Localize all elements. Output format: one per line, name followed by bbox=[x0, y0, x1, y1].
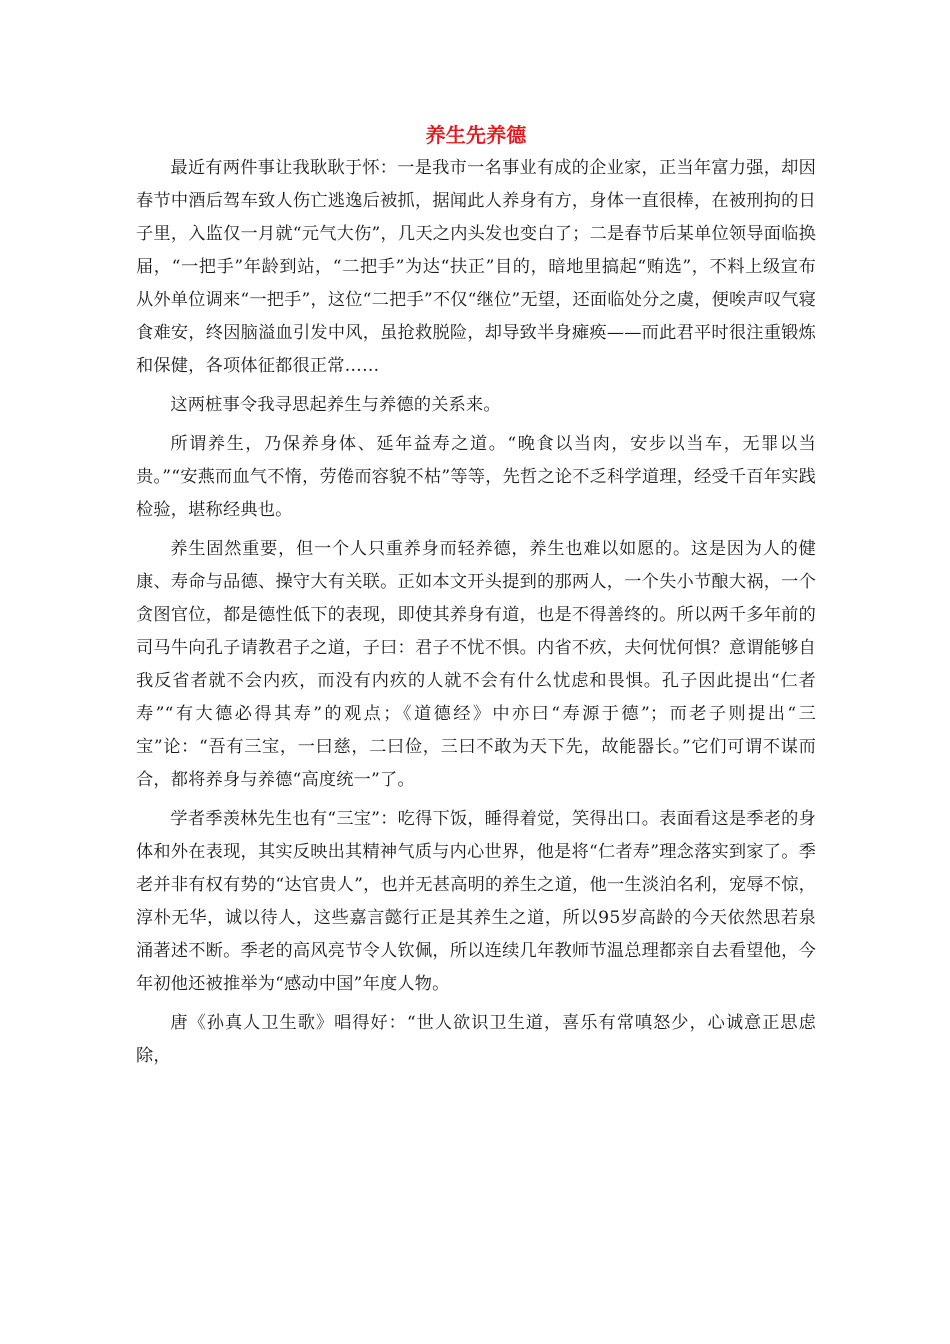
page-title: 养生先养德 bbox=[425, 123, 527, 147]
paragraph-1: 最近有两件事让我耿耿于怀：一是我市一名事业有成的企业家，正当年富力强，却因春节中酒后驾车致人伤亡逃逸后被抓，据闻此人养身有方，身体一直很棒，在被刑拘的日子里，入监仅一月就“元气大伤”，几天之内头发也变白了；二是春节后某单位领导面临换届，“一把手”年龄到站，“二把手”为达“扶正”目的，暗地里搞起“贿选”，不料上级宣布从外单位调来“一把手”，这位“二把手”不仅“继位”无望，还面临处分之虞，便唉声叹气寝食难安，终因脑溢血引发中风，虽抢救脱险，却导致半身瘫痪——而此君平时很注重锻炼和保健，各项体征都很正常…… bbox=[136, 158, 816, 376]
paragraph-5: 学者季羡林先生也有“三宝”：吃得下饭，睡得着觉，笑得出口。表面看这是季老的身体和外在表现，其实反映出其精神气质与内心世界，他是将“仁者寿”理念落实到家了。季老并非有权有势的“达官贵人”，也并无甚高明的养生之道，他一生淡泊名利，宠辱不惊，淳朴无华，诚以待人，这些嘉言懿行正是其养生之道，所以95岁高龄的今天依然思若泉涌著述不断。季老的高风亮节令人钦佩，所以连续几年教师节温总理都亲自去看望他，今年初他还被推举为“感动中国”年度人物。 bbox=[136, 809, 816, 994]
paragraph-4: 养生固然重要，但一个人只重养身而轻养德，养生也难以如愿的。这是因为人的健康、寿命与品德、操守大有关联。正如本文开头提到的那两人，一个失小节酿大祸，一个贪图官位，都是德性低下的表现，即使其养身有道，也是不得善终的。所以两千多年前的司马牛向孔子请教君子之道，子曰：君子不忧不惧。内省不疚，夫何忧何惧？意谓能够自我反省者就不会内疚，而没有内疚的人就不会有什么忧虑和畏惧。孔子因此提出“仁者寿”“有大德必得其寿”的观点；《道德经》中亦曰“寿源于德”；而老子则提出“三宝”论：“吾有三宝，一曰慈，二曰俭，三曰不敢为天下先，故能器长。”它们可谓不谋而合，都将养身与养德“高度统一”了。 bbox=[136, 539, 816, 790]
paragraph-3: 所谓养生，乃保养身体、延年益寿之道。“晚食以当肉，安步以当车，无罪以当贵。”“安燕而血气不惰，劳倦而容貌不枯”等等，先哲之论不乏科学道理，经受千百年实践检验，堪称经典也。 bbox=[136, 434, 816, 520]
document-body bbox=[136, 120, 816, 1079]
paragraph-6: 唐《孙真人卫生歌》唱得好：“世人欲识卫生道，喜乐有常嗔怒少，心诚意正思虑除， bbox=[136, 1013, 816, 1066]
paragraph-2: 这两桩事令我寻思起养生与养德的关系来。 bbox=[170, 395, 501, 415]
